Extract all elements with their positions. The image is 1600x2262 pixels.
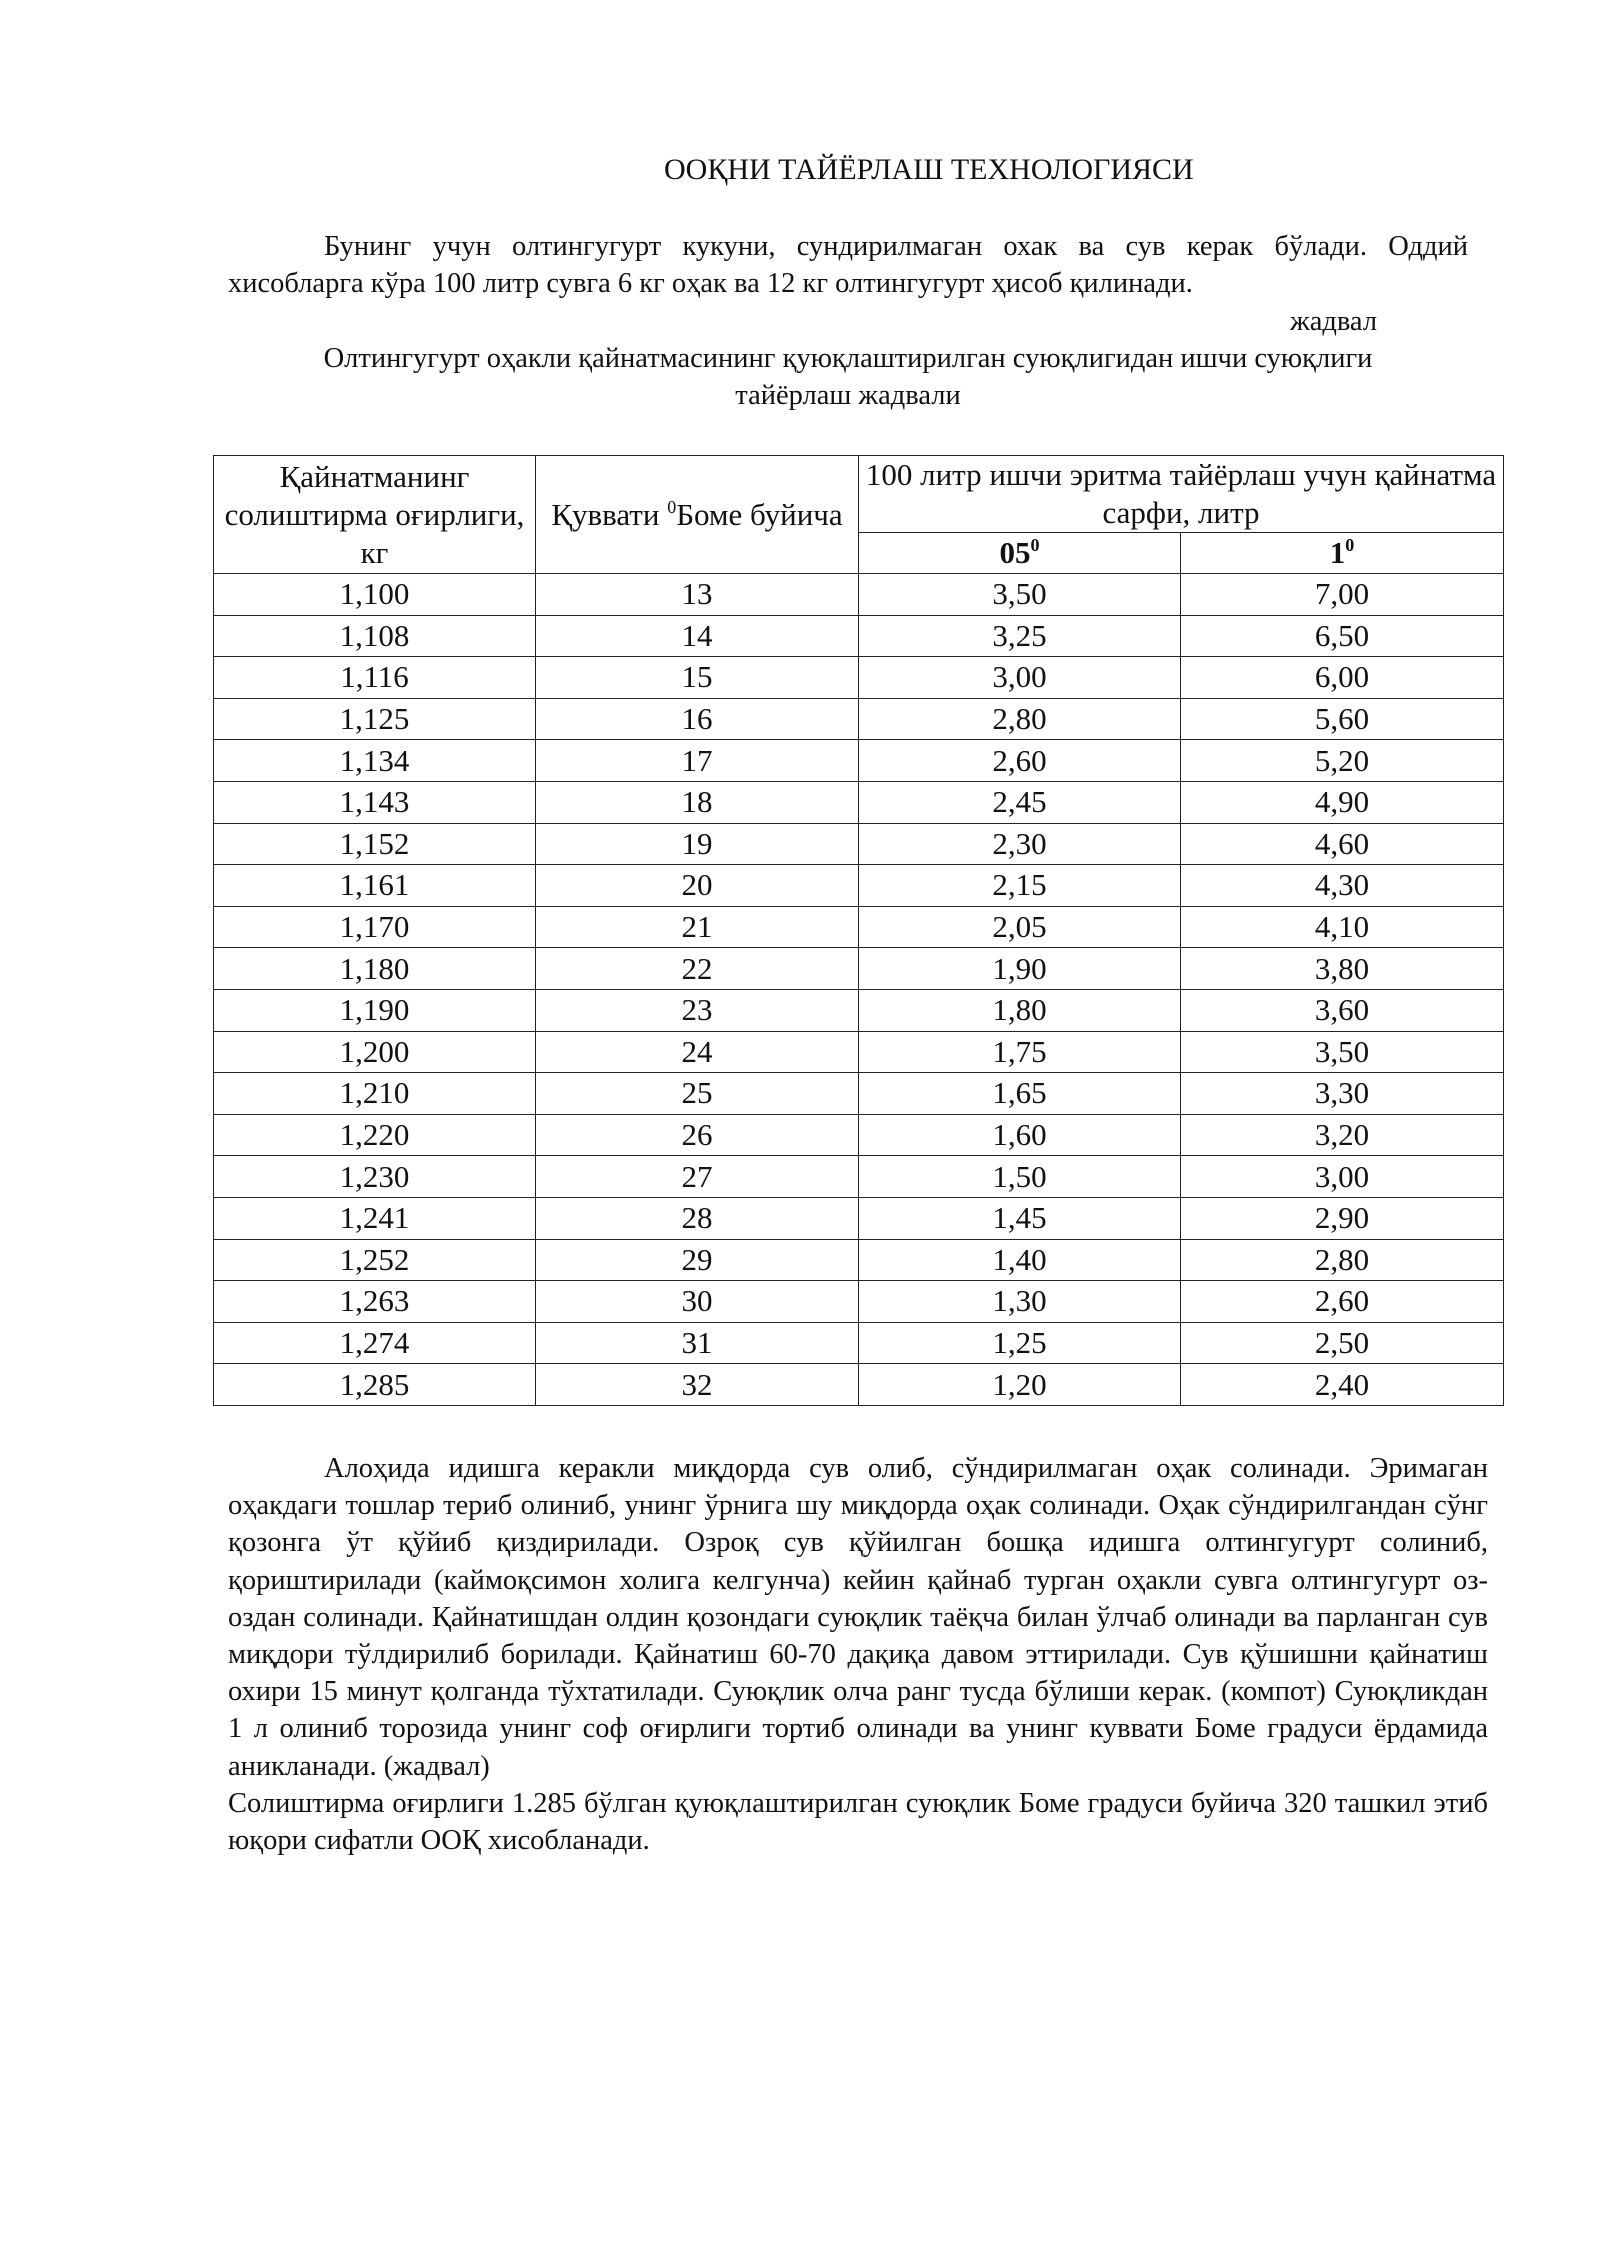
table-row (214, 615, 1504, 657)
table-row (214, 1281, 1504, 1323)
cell-consumption-1: 6,50 (1181, 615, 1504, 657)
cell-specific-gravity: 1,252 (214, 1239, 536, 1281)
cell-consumption-1: 3,30 (1181, 1073, 1504, 1115)
cell-baume-degree: 13 (536, 574, 859, 616)
cell-baume-degree: 16 (536, 698, 859, 740)
cell-consumption-1: 3,50 (1181, 1031, 1504, 1073)
cell-baume-degree: 29 (536, 1239, 859, 1281)
cell-consumption-1: 2,90 (1181, 1197, 1504, 1239)
cell-baume-degree: 19 (536, 823, 859, 865)
cell-baume-degree: 24 (536, 1031, 859, 1073)
cell-specific-gravity: 1,180 (214, 948, 536, 990)
table-row (214, 781, 1504, 823)
cell-baume-degree: 18 (536, 781, 859, 823)
table-body (214, 574, 1504, 1406)
table-label: жадвал (1290, 306, 1378, 337)
cell-consumption-05: 1,60 (859, 1114, 1181, 1156)
cell-consumption-05: 2,05 (859, 906, 1181, 948)
table-caption (228, 340, 1468, 414)
table-row (214, 740, 1504, 782)
table-row (214, 823, 1504, 865)
cell-consumption-1: 3,60 (1181, 989, 1504, 1031)
cell-consumption-1: 3,20 (1181, 1114, 1504, 1156)
cell-baume-degree: 20 (536, 865, 859, 907)
table-row (214, 948, 1504, 990)
cell-specific-gravity: 1,108 (214, 615, 536, 657)
cell-consumption-1: 4,60 (1181, 823, 1504, 865)
cell-baume-degree: 14 (536, 615, 859, 657)
table-row (214, 1073, 1504, 1115)
cell-baume-degree: 25 (536, 1073, 859, 1115)
cell-consumption-05: 1,30 (859, 1281, 1181, 1323)
cell-specific-gravity: 1,241 (214, 1197, 536, 1239)
cell-specific-gravity: 1,210 (214, 1073, 536, 1115)
table-row (214, 865, 1504, 907)
table-row (214, 1197, 1504, 1239)
intro-paragraph (228, 228, 1468, 302)
cell-baume-degree: 15 (536, 657, 859, 699)
cell-consumption-1: 7,00 (1181, 574, 1504, 616)
cell-specific-gravity: 1,100 (214, 574, 536, 616)
table-row (214, 1156, 1504, 1198)
cell-specific-gravity: 1,161 (214, 865, 536, 907)
header-consumption-group: 100 литр ишчи эритма тайёрлаш учун қайнатма сарфи, литр (859, 456, 1504, 533)
cell-specific-gravity: 1,230 (214, 1156, 536, 1198)
table-row (214, 1322, 1504, 1364)
cell-consumption-05: 1,45 (859, 1197, 1181, 1239)
cell-consumption-05: 1,90 (859, 948, 1181, 990)
cell-consumption-1: 5,60 (1181, 698, 1504, 740)
cell-consumption-05: 3,25 (859, 615, 1181, 657)
header-specific-gravity: Қайнатманинг солиштирма оғирлиги, кг (214, 456, 536, 574)
cell-consumption-05: 1,65 (859, 1073, 1181, 1115)
cell-consumption-1: 2,40 (1181, 1364, 1504, 1406)
cell-specific-gravity: 1,274 (214, 1322, 536, 1364)
cell-specific-gravity: 1,116 (214, 657, 536, 699)
header-concentration-05 (859, 533, 1181, 574)
table-row (214, 1031, 1504, 1073)
cell-consumption-05: 3,00 (859, 657, 1181, 699)
cell-specific-gravity: 1,125 (214, 698, 536, 740)
table-row (214, 574, 1504, 616)
cell-baume-degree: 27 (536, 1156, 859, 1198)
degree-superscript: 0 (667, 496, 677, 517)
closing-paragraph: Солиштирма оғирлиги 1.285 бўлган қуюқлаштирилган суюқлик Боме градуси буйича 320 ташкил этиб юқори сифатли ООҚ хисобланади. (228, 1787, 1488, 1857)
degree-superscript: 0 (1030, 535, 1040, 555)
cell-specific-gravity: 1,200 (214, 1031, 536, 1073)
table-row (214, 698, 1504, 740)
cell-specific-gravity: 1,190 (214, 989, 536, 1031)
cell-baume-degree: 26 (536, 1114, 859, 1156)
cell-specific-gravity: 1,220 (214, 1114, 536, 1156)
table-caption-line: тайёрлаш жадвали (735, 380, 961, 411)
header-concentration-1 (1181, 533, 1504, 574)
cell-baume-degree: 30 (536, 1281, 859, 1323)
cell-baume-degree: 28 (536, 1197, 859, 1239)
cell-specific-gravity: 1,152 (214, 823, 536, 865)
cell-consumption-1: 2,80 (1181, 1239, 1504, 1281)
cell-baume-degree: 22 (536, 948, 859, 990)
cell-specific-gravity: 1,263 (214, 1281, 536, 1323)
cell-consumption-1: 3,80 (1181, 948, 1504, 990)
cell-consumption-1: 3,00 (1181, 1156, 1504, 1198)
cell-consumption-05: 2,60 (859, 740, 1181, 782)
table-row (214, 906, 1504, 948)
cell-baume-degree: 31 (536, 1322, 859, 1364)
cell-specific-gravity: 1,285 (214, 1364, 536, 1406)
header-concentration-value: 05 (999, 535, 1031, 570)
cell-consumption-05: 1,20 (859, 1364, 1181, 1406)
cell-baume-degree: 23 (536, 989, 859, 1031)
header-baume-strength (536, 456, 859, 574)
cell-consumption-05: 2,45 (859, 781, 1181, 823)
table-row (214, 657, 1504, 699)
table-caption-line: Олтингугурт оҳакли қайнатмасининг қуюқлаштирилган суюқлигидан ишчи суюқлиги (323, 343, 1373, 374)
cell-consumption-05: 2,30 (859, 823, 1181, 865)
header-concentration-value: 1 (1329, 535, 1346, 570)
cell-consumption-1: 4,90 (1181, 781, 1504, 823)
cell-consumption-1: 2,50 (1181, 1322, 1504, 1364)
intro-text: Бунинг учун олтингугурт кукуни, сундирилмаган охак ва сув керак бўлади. Оддий хисобларга кўра 100 литр сувга 6 кг оҳак ва 12 кг олтингугурт ҳисоб қилинади. (228, 231, 1468, 299)
header-baume-label: Қуввати (551, 496, 660, 532)
process-paragraph (228, 1450, 1488, 1785)
cell-consumption-05: 3,50 (859, 574, 1181, 616)
cell-consumption-05: 2,15 (859, 865, 1181, 907)
cell-specific-gravity: 1,170 (214, 906, 536, 948)
cell-consumption-05: 1,40 (859, 1239, 1181, 1281)
cell-consumption-05: 1,50 (859, 1156, 1181, 1198)
table-row (214, 1239, 1504, 1281)
cell-consumption-1: 4,10 (1181, 906, 1504, 948)
cell-baume-degree: 21 (536, 906, 859, 948)
process-text: Алоҳида идишга керакли миқдорда сув олиб, сўндирилмаган оҳак солинади. Эримаган оҳакдаги тошлар териб олиниб, унинг ўрнига шу миқдорда оҳак солинади. Оҳак сўндирилгандан сўнг қозонга ўт қўйиб қиздирилади. Озроқ сув қўйилган бошқа идишга олтингугурт солиниб, қориштирилади (каймоқсимон холига келгунча) кейин қайнаб турган оҳакли сувга олтингугурт оз-оздан солинади. Қайнатишдан олдин қозондаги суюқлик таёқча билан ўлчаб олинади ва парланган сув миқдори тўлдирилиб борилади. Қайнатиш 60-70 дақиқа давом эттирилади. Сув қўшишни қайнатиш охири 15 минут қолганда тўхтатилади. Суюқлик олча ранг тусда бўлиши керак. (компот) Суюқликдан 1 л олиниб торозида унинг соф оғирлиги тортиб олинади ва унинг куввати Боме градуси ёрдамида аникланади. (жадвал) (228, 1453, 1488, 1782)
preparation-table (213, 455, 1504, 1406)
cell-consumption-05: 2,80 (859, 698, 1181, 740)
cell-consumption-05: 1,25 (859, 1322, 1181, 1364)
table-row (214, 1364, 1504, 1406)
cell-consumption-05: 1,75 (859, 1031, 1181, 1073)
cell-consumption-1: 2,60 (1181, 1281, 1504, 1323)
table-row (214, 989, 1504, 1031)
cell-specific-gravity: 1,143 (214, 781, 536, 823)
body-text (228, 1450, 1488, 1859)
cell-consumption-1: 4,30 (1181, 865, 1504, 907)
cell-consumption-05: 1,80 (859, 989, 1181, 1031)
cell-consumption-1: 5,20 (1181, 740, 1504, 782)
cell-specific-gravity: 1,134 (214, 740, 536, 782)
cell-baume-degree: 32 (536, 1364, 859, 1406)
page-title: ООҚНИ ТАЙЁРЛАШ ТЕХНОЛОГИЯСИ (664, 153, 1194, 186)
cell-consumption-1: 6,00 (1181, 657, 1504, 699)
header-baume-unit: Боме буйича (676, 496, 843, 532)
cell-baume-degree: 17 (536, 740, 859, 782)
table-row (214, 1114, 1504, 1156)
degree-superscript: 0 (1345, 535, 1355, 555)
